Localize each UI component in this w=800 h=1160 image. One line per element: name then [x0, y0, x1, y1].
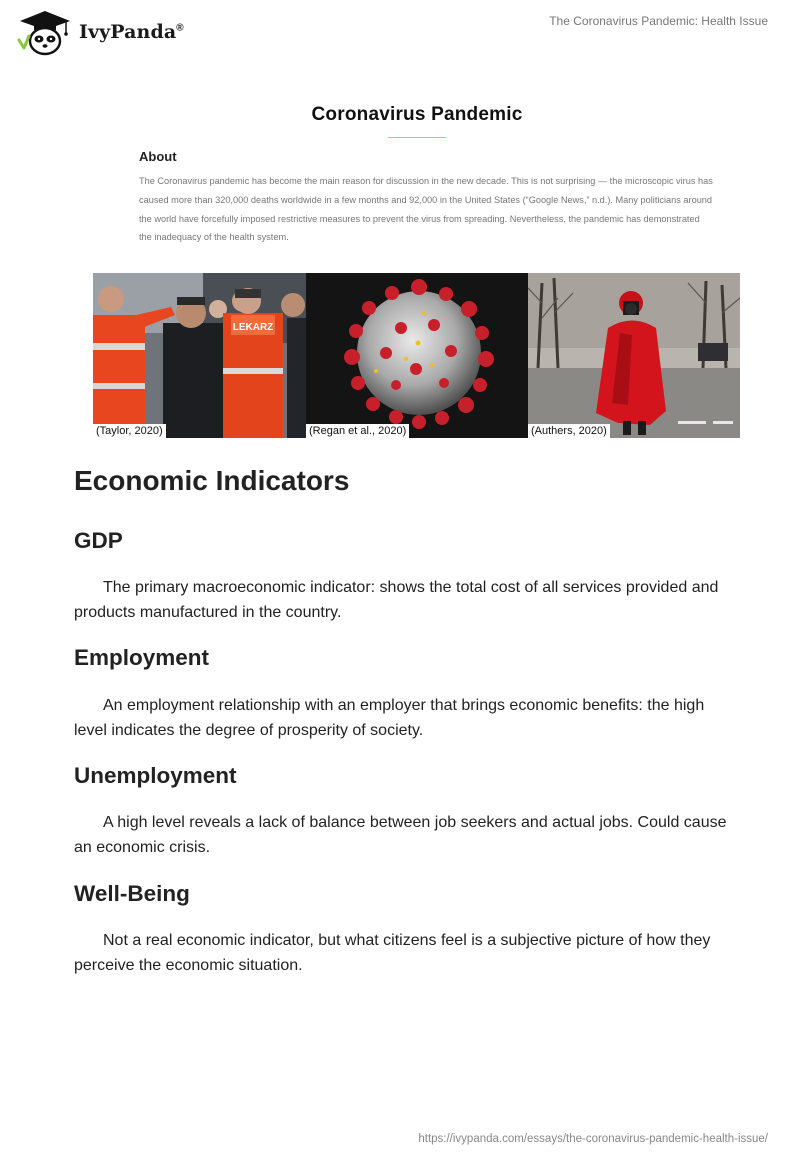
photo-strip — [93, 273, 740, 438]
brand-name: IvyPanda® — [79, 21, 184, 43]
photo-caption: (Taylor, 2020) — [93, 424, 166, 438]
section-heading-well-being: Well-Being — [74, 881, 190, 906]
photo-caption: (Authers, 2020) — [528, 424, 610, 438]
paramedics-photo — [93, 273, 306, 438]
ivypanda-logo[interactable] — [16, 8, 184, 56]
panda-graduate-icon — [16, 8, 74, 56]
section-text-employment: An employment relationship with an employer that brings economic benefits: the high level indicates the degree of prosperity of society. — [74, 697, 705, 739]
section-heading-gdp: GDP — [74, 528, 123, 553]
photo-caption: (Regan et al., 2020) — [306, 424, 409, 438]
source-url-link[interactable]: https://ivypanda.com/essays/the-coronavirus-pandemic-health-issue/ — [418, 1133, 768, 1145]
section-heading-unemployment: Unemployment — [74, 763, 237, 788]
section-text-gdp: The primary macroeconomic indicator: shows the total cost of all services provided and products manufactured in the country. — [74, 579, 719, 621]
virus-illustration — [306, 273, 528, 438]
section-text-unemployment: A high level reveals a lack of balance between job seekers and actual jobs. Could cause an economic crisis. — [74, 814, 727, 856]
document-title: The Coronavirus Pandemic: Health Issue — [549, 14, 768, 28]
about-text: The Coronavirus pandemic has become the main reason for discussion in the new decade. This is not surprising — the microscopic virus has caused more than 320,000 deaths worldwide in a few months and 92,000 in the United States (“Google News,” n.d.). Many politicians around the world have forcefully imposed restrictive measures to prevent the virus from spreading. Nevertheless, the pandemic has demonstrated the inadequacy of the health system. — [139, 176, 713, 243]
about-heading: About — [139, 149, 177, 164]
section-text-well-being: Not a real economic indicator, but what citizens feel is a subjective picture of how they perceive the economic situation. — [74, 932, 711, 974]
vest-lettering: LEKARZ — [232, 322, 274, 333]
title-underline — [388, 137, 446, 138]
street-photo — [528, 273, 740, 438]
slide-title: Coronavirus Pandemic — [311, 104, 523, 125]
economic-indicators-heading: Economic Indicators — [74, 465, 350, 496]
section-heading-employment: Employment — [74, 645, 210, 670]
